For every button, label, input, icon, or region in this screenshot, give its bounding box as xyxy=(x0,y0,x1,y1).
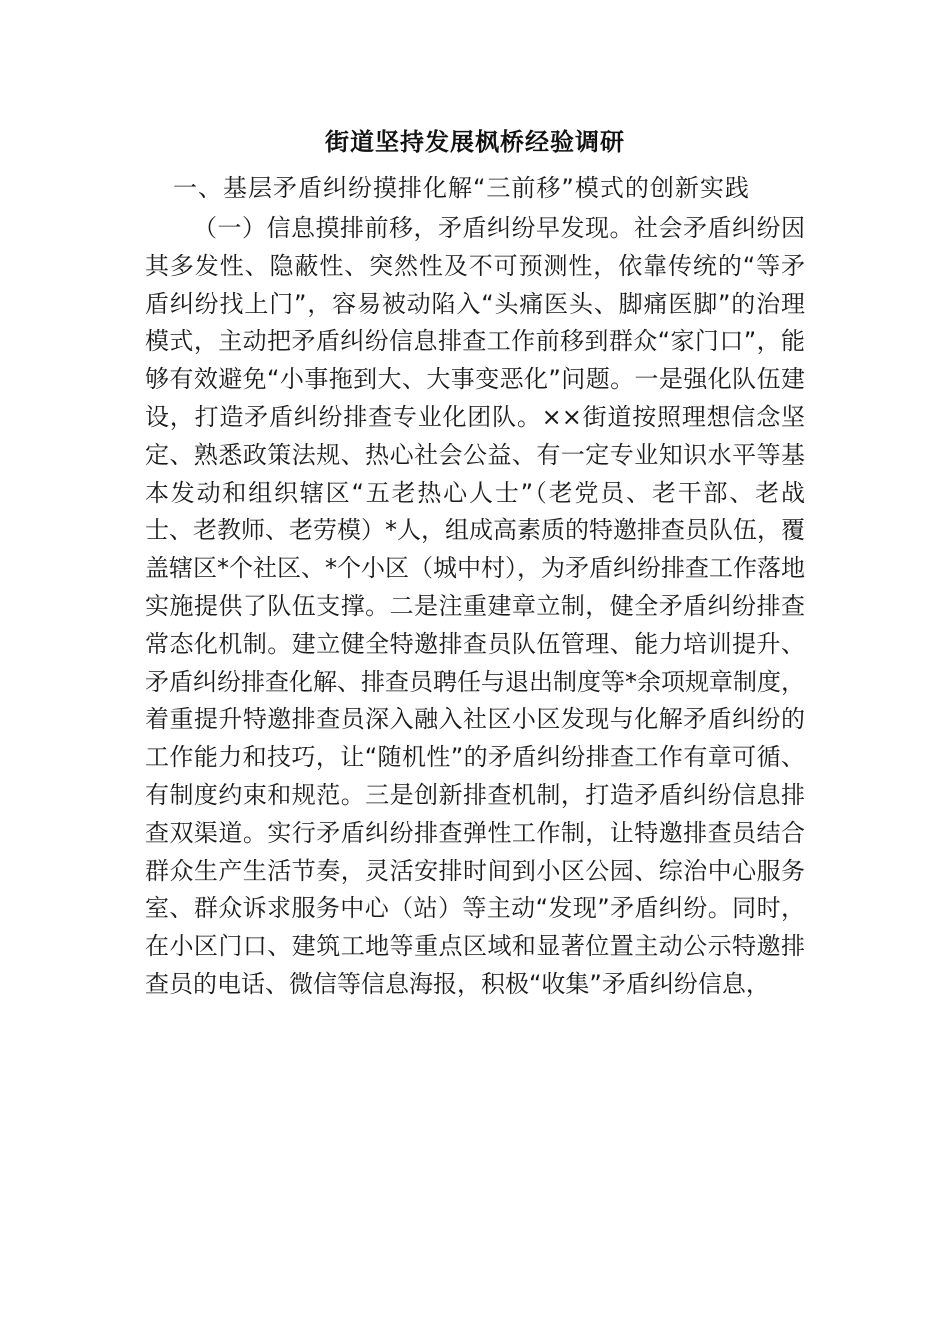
document-title: 街道坚持发展枫桥经验调研 xyxy=(325,127,625,156)
section-heading: 一、基层矛盾纠纷摸排化解“三前移”模式的创新实践 xyxy=(173,174,750,202)
body-paragraph: （一）信息摸排前移，矛盾纠纷早发现。社会矛盾纠纷因其多发性、隐蔽性、突然性及不可预测性，依靠传统的“等矛盾纠纷找上门”，容易被动陷入“头痛医头、脚痛医脚”的治理模式，主动把矛盾纠纷信息排查工作前移到群众“家门口”，能够有效避免“小事拖到大、大事变恶化”问题。一是强化队伍建设，打造矛盾纠纷排查专业化团队。××街道按照理想信念坚定、熟悉政策法规、热心社会公益、有一定专业知识水平等基本发动和组织辖区“五老热心人士”（老党员、老干部、老战士、老教师、老劳模）*人，组成高素质的特邀排查员队伍，覆盖辖区*个社区、*个小区（城中村），为矛盾纠纷排查工作落地实施提供了队伍支撑。二是注重建章立制，健全矛盾纠纷排查常态化机制。建立健全特邀排查员队伍管理、能力培训提升、矛盾纠纷排查化解、排查员聘任与退出制度等*余项规章制度，着重提升特邀排查员深入融入社区小区发现与化解矛盾纠纷的工作能力和技巧，让“随机性”的矛盾纠纷排查工作有章可循、有制度约束和规范。三是创新排查机制，打造矛盾纠纷信息排查双渠道。实行矛盾纠纷排查弹性工作制，让特邀排查员结合群众生产生活节奏，灵活安排时间到小区公园、综治中心服务室、群众诉求服务中心（站）等主动“发现”矛盾纠纷。同时，在小区门口、建筑工地等重点区域和显著位置主动公示特邀排查员的电话、微信等信息海报，积极“收集”矛盾纠纷信息， xyxy=(145,214,805,998)
